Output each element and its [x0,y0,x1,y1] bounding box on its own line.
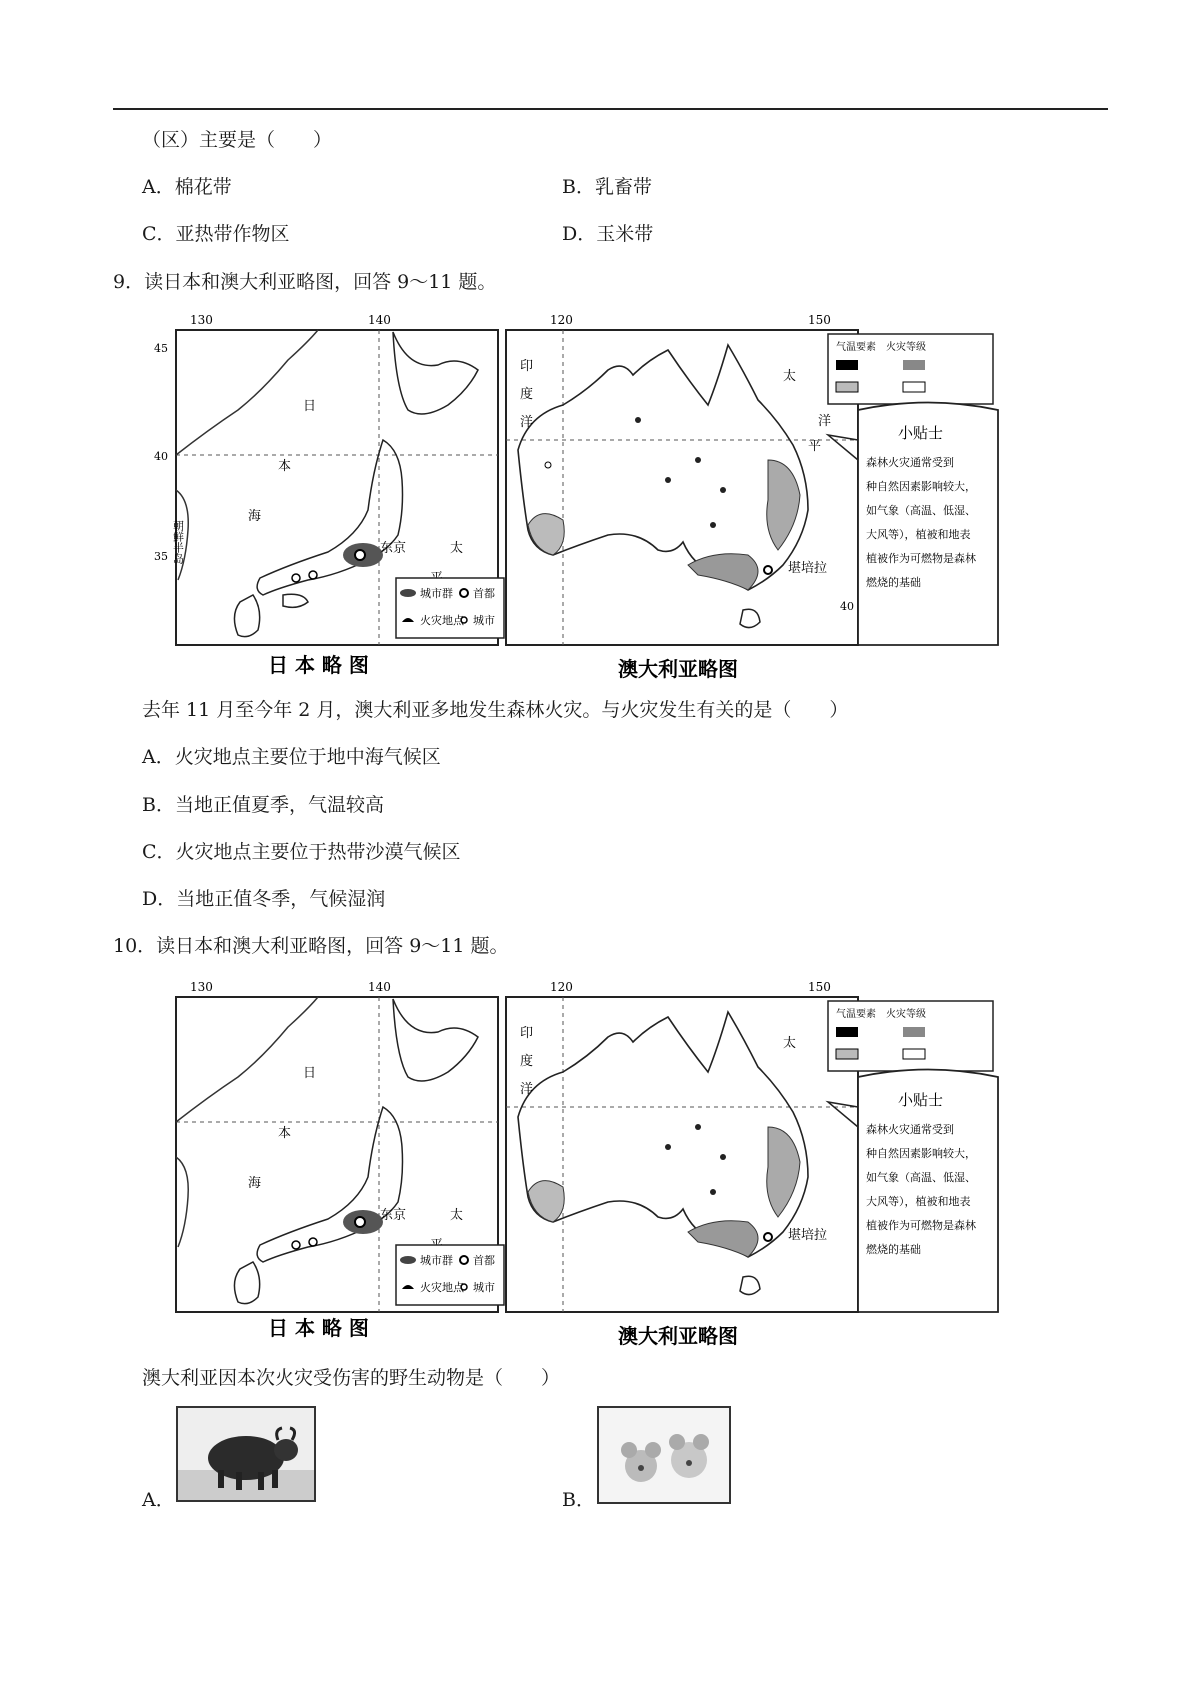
australia-caption-2: 澳大利亚略图 [618,1324,738,1348]
japan-label-ben: 本 [278,459,292,474]
japan-legend-cluster-2: 城市群 [420,1254,453,1267]
tip2-line-3: 如气象（高温、低湿、 [866,1171,976,1184]
tip-line-4: 大风等），植被和地表 [866,528,971,541]
map-figure-q10 [168,977,1096,1355]
q8-option-d: D．玉米带 [562,223,654,245]
japan-legend-fire-2: 火灾地点 [420,1281,464,1294]
aus-label-ping: 平 [808,439,822,454]
aus-lon-150: 150 [808,313,831,327]
japan-lon-140-2: 140 [368,980,391,994]
japan-lon-140: 140 [368,313,391,327]
japan-label-hai: 海 [248,509,262,524]
q8-option-c: C．亚热带作物区 [142,223,290,245]
q8-option-b: B．乳畜带 [562,176,652,198]
q9-question: 去年 11 月至今年 2 月，澳大利亚多地发生森林火灾。与火灾发生有关的是（ ） [142,699,849,721]
japan-lon-130: 130 [190,313,213,327]
japan-caption: 日 本 略 图 [268,653,369,677]
q10-option-b: B． [562,1489,595,1511]
aus-legend-title: 气温要素 火灾等级 [836,342,926,353]
yak-photo [176,1406,316,1502]
aus-label-canberra: 堪培拉 [788,561,828,576]
map-figure-q9 [154,310,1096,688]
q10-question: 澳大利亚因本次火灾受伤害的野生动物是（ ） [142,1367,561,1389]
aus-legend-title-2: 气温要素 火灾等级 [836,1009,926,1020]
aus-label-yang1: 洋 [520,415,534,430]
aus-lon-120: 120 [550,313,573,327]
japan-label-korea: 朝鲜半岛 [171,520,185,564]
tip2-line-4: 大风等），植被和地表 [866,1195,971,1208]
australia-map-frame [506,330,858,645]
japan-lat-35: 35 [154,550,168,563]
q9-option-d: D．当地正值冬季，气候湿润 [142,888,386,910]
koala-photo [597,1406,731,1504]
q8-stem-tail: （区）主要是（ ） [142,129,333,151]
q9-option-c: C．火灾地点主要位于热带沙漠气候区 [142,841,461,863]
q10-intro: 10．读日本和澳大利亚略图，回答 9～11 题。 [113,935,509,957]
japan-lat-40: 40 [154,450,168,463]
q9-option-a: A．火灾地点主要位于地中海气候区 [142,746,441,768]
aus-label-yin-2: 印 [520,1026,534,1041]
japan-legend-capital-2: 首都 [473,1254,495,1267]
header-rule [113,108,1108,110]
japan-label-ri-2: 日 [303,1066,317,1081]
q10-option-a: A． [142,1489,175,1511]
japan-legend-city-2: 城市 [473,1281,495,1294]
q9-option-b: B．当地正值夏季，气温较高 [142,794,384,816]
japan-legend-capital: 首都 [473,587,495,600]
japan-label-hai-2: 海 [248,1176,262,1191]
q8-option-a: A．棉花带 [142,176,232,198]
japan-label-tokyo: 东京 [380,541,407,556]
japan-label-tai: 太 [450,541,464,556]
australia-caption: 澳大利亚略图 [618,657,738,681]
japan-label-tokyo-2: 东京 [380,1208,407,1223]
aus-lon-120-2: 120 [550,980,573,994]
tip2-line-6: 燃烧的基础 [866,1243,921,1256]
tip-title-2: 小贴士 [898,1091,944,1109]
aus-label-du: 度 [520,387,534,402]
aus-label-yin: 印 [520,359,534,374]
japan-label-ri: 日 [303,399,317,414]
aus-lon-150-2: 150 [808,980,831,994]
aus-label-du-2: 度 [520,1054,534,1069]
tip-title: 小贴士 [898,424,944,442]
japan-legend-city: 城市 [473,614,495,627]
q9-intro: 9．读日本和澳大利亚略图，回答 9～11 题。 [113,271,497,293]
japan-lon-130-2: 130 [190,980,213,994]
tip-line-1: 森林火灾通常受到 [866,456,954,469]
aus-label-canberra-2: 堪培拉 [788,1228,828,1243]
japan-caption-2: 日 本 略 图 [268,1316,369,1340]
tip-line-3: 如气象（高温、低湿、 [866,504,976,517]
aus-label-tai-2: 太 [783,1036,797,1051]
tip-line-6: 燃烧的基础 [866,576,921,589]
japan-lat-45: 45 [154,342,168,355]
aus-label-yang2: 洋 [818,414,832,429]
tip2-line-5: 植被作为可燃物是森林 [866,1219,976,1232]
tip2-line-1: 森林火灾通常受到 [866,1123,954,1136]
tip2-line-2: 种自然因素影响较大， [866,1147,976,1160]
tip-line-2: 种自然因素影响较大， [866,480,976,493]
aus-lat-40: 40 [840,600,854,613]
australia-map-frame-2 [506,997,858,1312]
japan-legend-cluster: 城市群 [420,587,453,600]
tip-line-5: 植被作为可燃物是森林 [866,552,976,565]
japan-label-tai-2: 太 [450,1208,464,1223]
aus-label-tai: 太 [783,369,797,384]
aus-label-yang1-2: 洋 [520,1082,534,1097]
japan-legend-fire: 火灾地点 [420,614,464,627]
japan-label-ben-2: 本 [278,1126,292,1141]
